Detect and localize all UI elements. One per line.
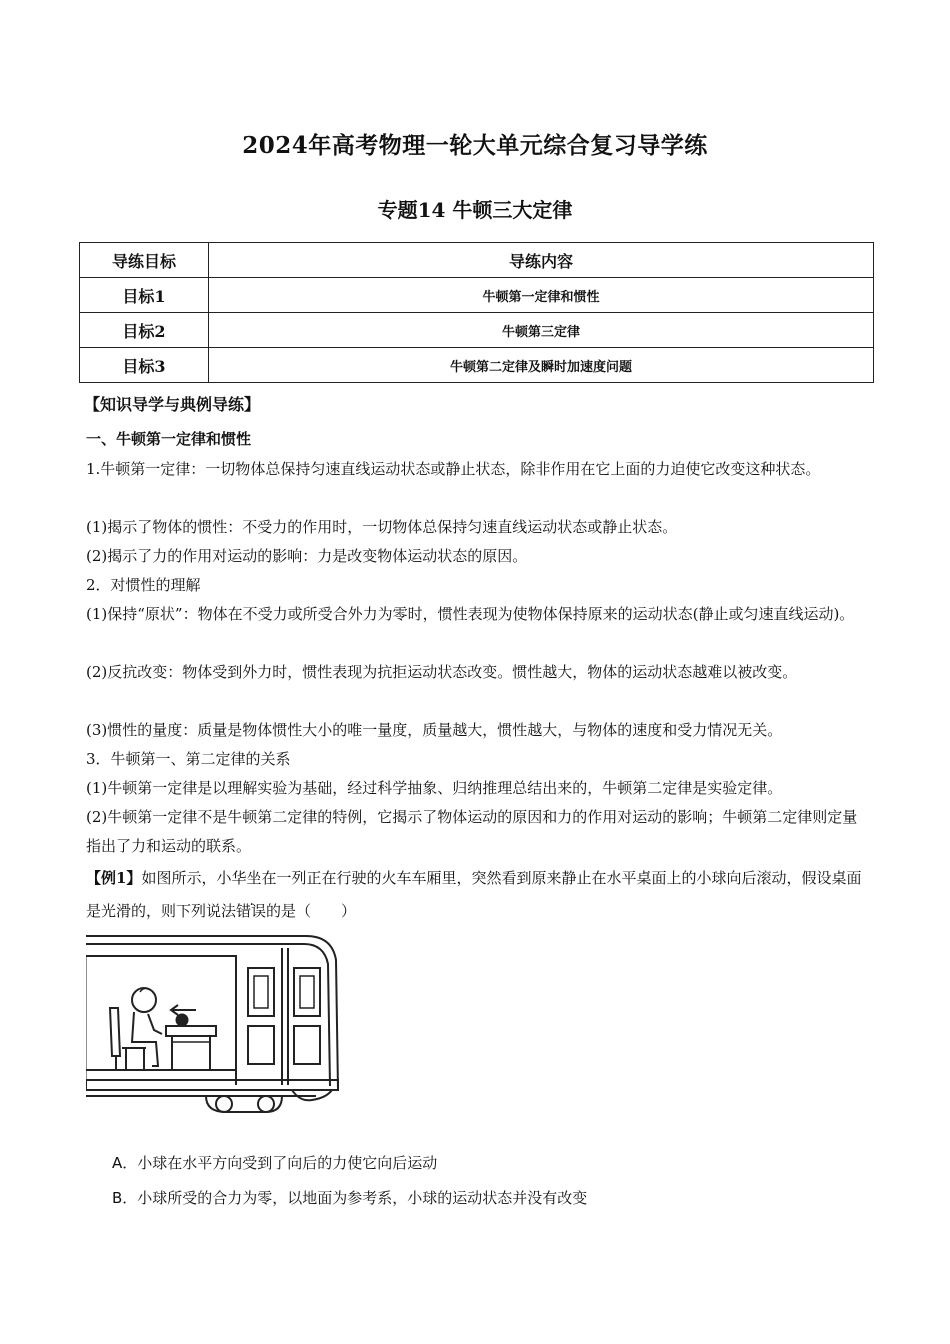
table-row (80, 313, 874, 348)
table-header-goal: 导练目标 (80, 243, 209, 278)
section-heading: 【知识导学与典例导练】 (84, 395, 261, 414)
goal-cell: 目标3 (80, 348, 209, 383)
paragraph: 2．对惯性的理解 (86, 576, 201, 594)
paragraph: 3．牛顿第一、第二定律的关系 (86, 750, 291, 768)
option-b: B．小球所受的合力为零，以地面为参考系，小球的运动状态并没有改变 (112, 1189, 588, 1207)
paragraph: (1)牛顿第一定律是以理解实验为基础，经过科学抽象、归纳推理总结出来的，牛顿第二定律是实验定律。 (86, 779, 783, 797)
table-row (80, 278, 874, 313)
content-cell: 牛顿第二定律及瞬时加速度问题 (209, 348, 874, 383)
paragraph: (1)保持“原状”：物体在不受力或所受合外力为零时，惯性表现为使物体保持原来的运动状态(静止或匀速直线运动)。 (86, 605, 855, 623)
example-label: 【例1】 (86, 869, 142, 887)
goal-cell: 目标2 (80, 313, 209, 348)
paragraph: (2)牛顿第一定律不是牛顿第二定律的特例，它揭示了物体运动的原因和力的作用对运动的影响；牛顿第二定律则定量指出了力和运动的联系。 (86, 808, 858, 855)
table-header-content: 导练内容 (209, 243, 874, 278)
option-a: A．小球在水平方向受到了向后的力使它向后运动 (112, 1154, 438, 1172)
table-row (80, 348, 874, 383)
goals-table (79, 242, 874, 383)
part-heading: 一、牛顿第一定律和惯性 (86, 430, 252, 448)
example-text-end: 的是（ ） (266, 902, 357, 920)
document-title: 2024年高考物理一轮大单元综合复习导学练 (242, 132, 708, 159)
example-question (86, 862, 866, 928)
emphasis-word: 错误 (236, 902, 267, 920)
table-header-row (80, 243, 874, 278)
paragraph: (2)揭示了力的作用对运动的影响：力是改变物体运动状态的原因。 (86, 547, 528, 565)
topic-title: 专题14 牛顿三大定律 (377, 198, 573, 222)
content-cell: 牛顿第三定律 (209, 313, 874, 348)
paragraph: (3)惯性的量度：质量是物体惯性大小的唯一量度，质量越大，惯性越大，与物体的速度和受力情况无关。 (86, 721, 783, 739)
content-cell: 牛顿第一定律和惯性 (209, 278, 874, 313)
train-carriage-figure (86, 930, 342, 1114)
paragraph: (2)反抗改变：物体受到外力时，惯性表现为抗拒运动状态改变。惯性越大，物体的运动状态越难以被改变。 (86, 663, 798, 681)
goal-cell: 目标1 (80, 278, 209, 313)
example-text: 如图所示，小华坐在一列正在行驶的火车车厢里，突然看到原来静止在水平桌面上的小球向后滚动，假设桌面是光滑的，则下列说法 (86, 869, 862, 920)
paragraph: (1)揭示了物体的惯性：不受力的作用时，一切物体总保持匀速直线运动状态或静止状态。 (86, 518, 678, 536)
paragraph: 1.牛顿第一定律：一切物体总保持匀速直线运动状态或静止状态，除非作用在它上面的力迫使它改变这种状态。 (86, 460, 821, 478)
